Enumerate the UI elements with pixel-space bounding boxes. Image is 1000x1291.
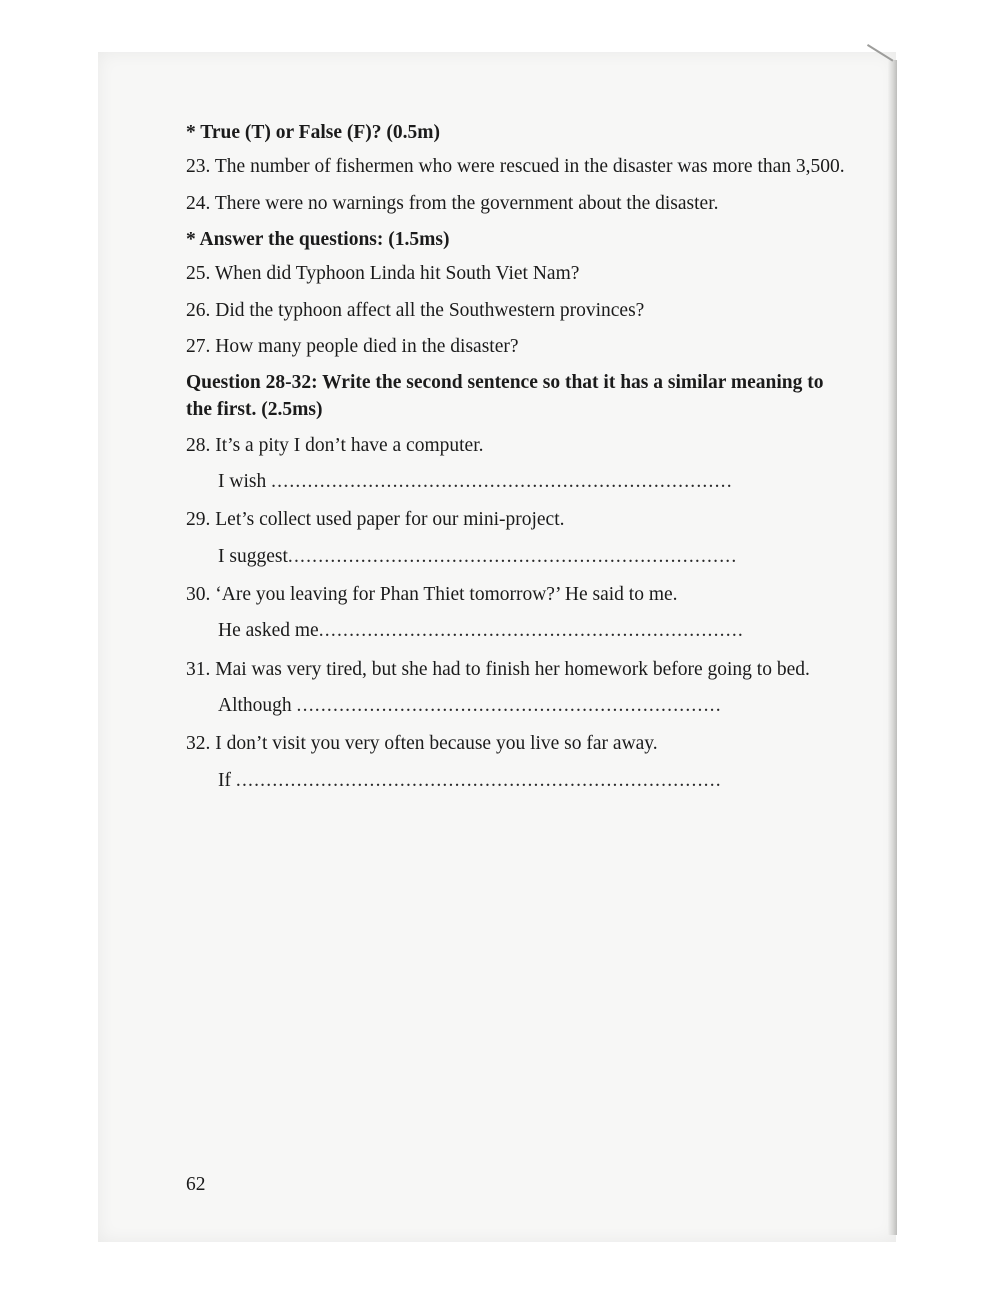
question-32-prompt: 32. I don’t visit you very often because you live so far away. (186, 733, 658, 755)
question-28-blank[interactable]: ............................................................................ (271, 471, 733, 493)
question-31 (186, 657, 856, 683)
question-32-start: If (218, 769, 231, 791)
question-30-answer-line (218, 618, 856, 644)
question-25 (186, 261, 856, 287)
question-24 (186, 191, 856, 217)
question-23-text: 23. The number of fishermen who were rescued in the disaster was more than 3,500. (186, 156, 845, 178)
question-31-answer-line (218, 693, 856, 719)
true-false-header: * True (T) or False (F)? (0.5m) (186, 122, 440, 143)
question-30-start: He asked me (218, 620, 319, 642)
question-26-text: 26. Did the typhoon affect all the Southwestern provinces? (186, 299, 645, 321)
question-31-blank[interactable]: ...................................................................... (296, 695, 722, 716)
answer-questions-header: * Answer the questions: (1.5ms) (186, 228, 450, 250)
question-30-prompt: 30. ‘Are you leaving for Phan Thiet tomorrow?’ He said to me. (186, 584, 678, 606)
rewrite-section-header: Question 28-32: Write the second sentence so that it has a similar meaning to the first. (2.5ms) (186, 372, 824, 420)
question-31-prompt: 31. Mai was very tired, but she had to finish her homework before going to bed. (186, 658, 810, 680)
question-32-blank[interactable]: ................................................................................ (235, 769, 722, 791)
question-29-prompt: 29. Let’s collect used paper for our mini-project. (186, 509, 565, 531)
question-29-blank[interactable]: .......................................................................... (287, 545, 738, 567)
question-32 (186, 731, 856, 757)
question-29 (186, 507, 856, 533)
page-edge-shadow (888, 60, 897, 1235)
question-26 (186, 298, 856, 324)
question-28-prompt: 28. It’s a pity I don’t have a computer. (186, 434, 484, 456)
question-23 (186, 154, 856, 180)
question-29-answer-line (218, 544, 856, 570)
question-31-start: Although (218, 695, 292, 716)
question-28-answer-line (218, 469, 856, 495)
question-29-start: I suggest (218, 545, 288, 567)
question-30-blank[interactable]: ...................................................................... (318, 620, 744, 642)
question-25-text: 25. When did Typhoon Linda hit South Viet Nam? (186, 263, 580, 285)
question-30 (186, 582, 856, 608)
question-24-text: 24. There were no warnings from the government about the disaster. (186, 192, 719, 214)
question-28 (186, 433, 856, 459)
question-27 (186, 334, 856, 360)
question-27-text: 27. How many people died in the disaster? (186, 335, 519, 357)
question-28-start: I wish (218, 471, 267, 493)
question-32-answer-line (218, 768, 856, 794)
page-number: 62 (186, 1174, 206, 1195)
worksheet-content (186, 120, 856, 806)
